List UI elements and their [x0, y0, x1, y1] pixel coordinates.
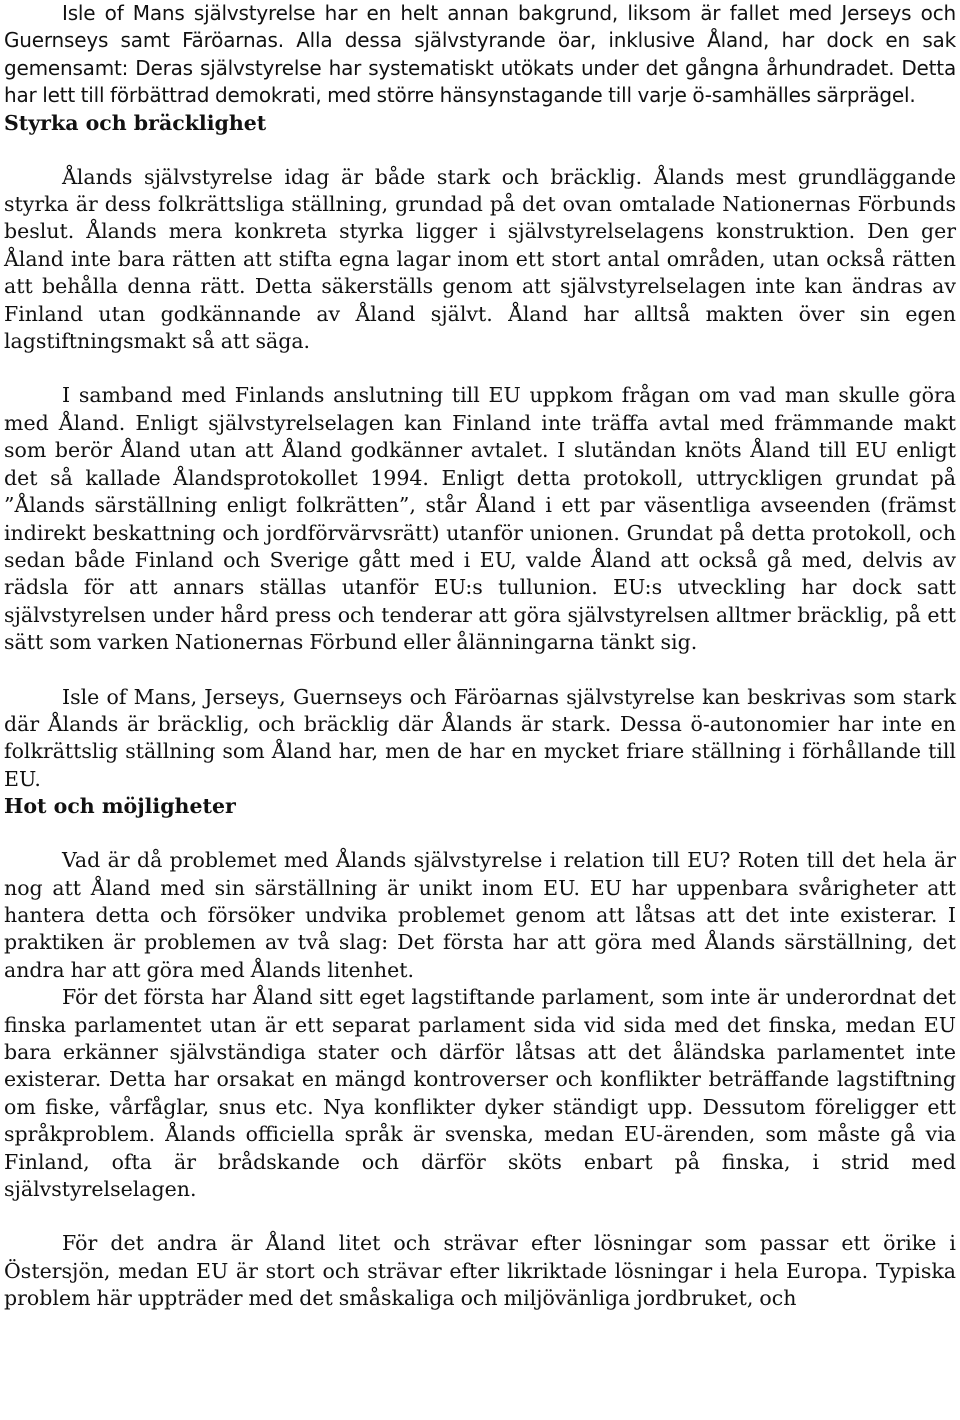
- paragraph-first-issue: För det första har Åland sitt eget lagstiftande parlament, som inte är underordnat det finska parlamentet utan är ett separat parlament sida vid sida med det finska, medan EU bara erkänner självständiga stater och därför låtsas att det åländska parlamentet inte existerar. Detta har orsakat en mängd kontroverser och konflikter beträffande lagstiftning om fiske, vårfåglar, snus etc. Nya konflikter dyker ständigt upp. Dessutom föreligger ett språkproblem. Ålands officiella språk är svenska, medan EU-ärenden, som måste gå via Finland, ofta är brådskande och därför sköts enbart på finska, i strid med självstyrelselagen.: [4, 985, 956, 1202]
- paragraph-second-issue: För det andra är Åland litet och strävar efter lösningar som passar ett örike i Östersjön, medan EU är stort och strävar efter likriktade lösningar i hela Europa. Typiska problem här uppträder med det småskaliga och miljövänliga jordbruket, och: [4, 1231, 956, 1311]
- paragraph-strength: Ålands självstyrelse idag är både stark och bräcklig. Ålands mest grundläggande styrka är dess folkrättsliga ställning, grundad på det ovan omtalade Nationernas Förbunds beslut. Ålands mera konkreta styrka ligger i självstyrelselagens konstruktion. Den ger Åland inte bara rätten att stifta egna lagar inom ett stort antal områden, utan också rätten att behålla denna rätt. Detta säkerställs genom att självstyrelselagen inte kan ändras av Finland utan godkännande av Åland självt. Åland har alltså makten över sin egen lagstiftningsmakt så att säga.: [4, 164, 956, 354]
- document-page: [4, 0, 956, 1313]
- paragraph-intro: Isle of Mans självstyrelse har en helt annan bakgrund, liksom är fallet med Jerseys och Guernseys samt Färöarnas. Alla dessa självstyrande öar, inklusive Åland, har dock en sak gemensamt: Deras självstyrelse har systematiskt utökats under det gångna århundradet. Detta har lett till förbättrad demokrati, med större hänsynstagande till varje ö-samhälles särprägel.: [4, 1, 956, 108]
- paragraph-eu-accession: I samband med Finlands anslutning till EU uppkom frågan om vad man skulle göra med Åland. Enligt självstyrelselagen kan Finland inte träffa avtal med främmande makt som berör Åland utan att Åland godkänner avtalet. I slutändan knöts Åland till EU enligt det så kallade Ålandsprotokollet 1994. Enligt detta protokoll, uttryckligen grundat på ”Ålands särställning enligt folkrätten”, står Åland i ett par väsentliga avseenden (främst indirekt beskattning och jordförvärvsrätt) utanför unionen. Grundat på detta protokoll, och sedan både Finland och Sverige gått med i EU, valde Åland att också gå med, delvis av rädsla för att annars ställas utanför EU:s tullunion. EU:s utveckling har dock satt självstyrelsen under hård press och tenderar att göra självstyrelsen alltmer bräcklig, på ett sätt som varken Nationernas Förbund eller ålänningarna tänkt sig.: [4, 383, 956, 655]
- section-heading-strength: Styrka och bräcklighet: [4, 110, 267, 135]
- section-heading-threats: Hot och möjligheter: [4, 794, 236, 819]
- paragraph-problem: Vad är då problemet med Ålands självstyrelse i relation till EU? Roten till det hela är nog att Åland med sin särställning är unikt inom EU. EU har uppenbara svårigheter att hantera detta och försöker undvika problemet genom att låtsas att det inte existerar. I praktiken är problemen av två slag: Det första har att göra med Ålands särställning, det andra har att göra med Ålands litenhet.: [4, 848, 956, 982]
- paragraph-comparison: Isle of Mans, Jerseys, Guernseys och Färöarnas självstyrelse kan beskrivas som stark där Ålands är bräcklig, och bräcklig där Ålands är stark. Dessa ö-autonomier har inte en folkrättslig ställning som Åland har, men de har en mycket friare ställning i förhållande till EU.: [4, 684, 956, 791]
